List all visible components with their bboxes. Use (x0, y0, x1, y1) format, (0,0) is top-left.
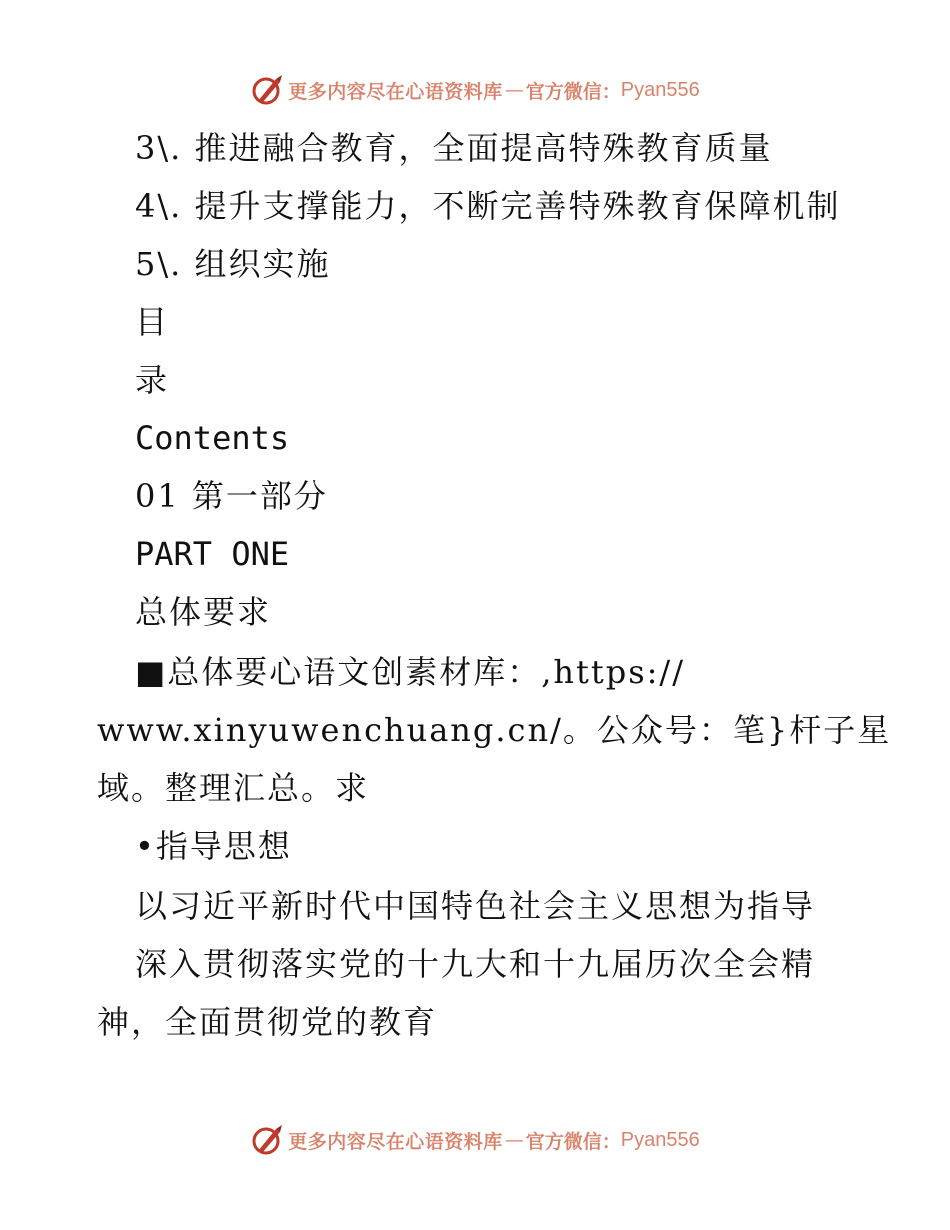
body-line-8: PART ONE (135, 535, 290, 573)
body-line-13: •指导思想 (135, 827, 292, 865)
body-line-6: Contents (135, 419, 290, 457)
body-line-10: ■总体要心语文创素材库：,https:// (135, 653, 685, 691)
footer-wechat-id: Pyan556 (620, 1128, 700, 1151)
header-wechat-id: Pyan556 (620, 78, 700, 101)
footer-dash: — (504, 1129, 524, 1151)
header-banner (0, 70, 950, 110)
body-line-16: 神，全面贯彻党的教育 (97, 1003, 438, 1041)
body-line-2: 4\. 提升支撑能力，不断完善特殊教育保障机制 (135, 187, 841, 225)
body-line-1: 3\. 推进融合教育，全面提高特殊教育质量 (135, 129, 773, 167)
footer-brand-text: 更多内容尽在心语资料库 (288, 1130, 503, 1153)
quill-pen-logo-icon (250, 1123, 284, 1157)
header-brand-text: 更多内容尽在心语资料库 (288, 80, 503, 103)
header-wechat-label: 官方微信： (525, 80, 621, 103)
body-line-11: www.xinyuwenchuang.cn/。公众号：笔}杆子星 (97, 711, 892, 749)
quill-pen-logo-icon (250, 73, 284, 107)
body-line-12: 域。整理汇总。求 (97, 769, 370, 807)
header-dash: — (504, 79, 524, 101)
body-line-7: 01 第一部分 (135, 477, 328, 515)
footer-wechat-label: 官方微信： (525, 1130, 621, 1153)
body-line-3: 5\. 组织实施 (135, 245, 331, 283)
footer-banner (0, 1120, 950, 1160)
body-line-4: 目 (135, 303, 170, 341)
body-line-14: 以习近平新时代中国特色社会主义思想为指导 (135, 887, 816, 925)
body-line-15: 深入贯彻落实党的十九大和十九届历次全会精 (135, 945, 816, 983)
body-line-5: 录 (135, 361, 170, 399)
body-line-9: 总体要求 (135, 593, 272, 631)
